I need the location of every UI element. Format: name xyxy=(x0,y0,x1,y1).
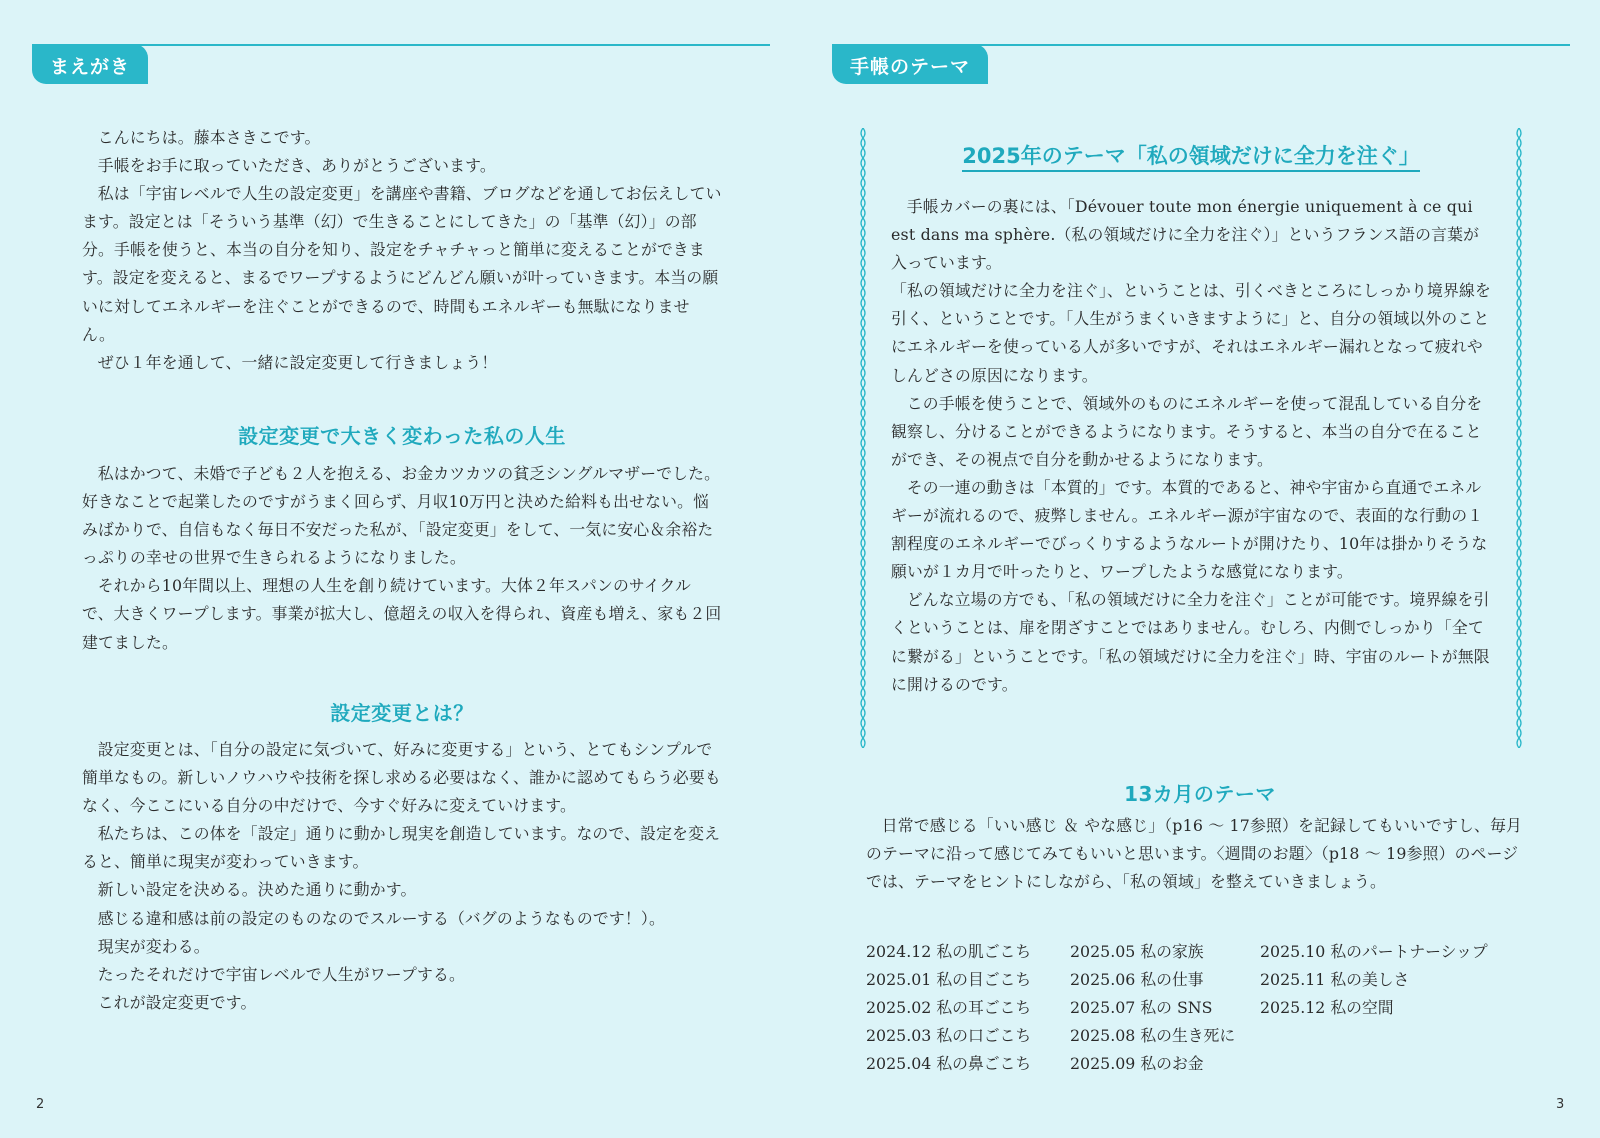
list-item: 2024.12 私の肌ごこち xyxy=(866,942,1032,961)
section1-paragraph: それから10年間以上、理想の人生を創り続けています。大体２年スパンのサイクルで、大きくワープします。事業が拡大し、億超えの収入を得られ、資産も増え、家も２回建てました。 xyxy=(82,576,722,652)
section2-paragraph: 現実が変わる。 xyxy=(97,936,210,956)
list-item: 2025.07 私の SNS xyxy=(1070,998,1213,1018)
monthly-theme-list xyxy=(866,938,1526,1078)
months-paragraph: 日常で感じる「いい感じ ＆ やな感じ」（p16 〜 17参照）を記録してもいいですし、毎月のテーマに沿って感じてみてもいいと思います。〈週間のお題〉（p18 〜 19参照）のページでは、テーマをヒントにしながら、「私の領域」を整えていきましょう。 xyxy=(866,816,1522,892)
theme-title-text: 2025年のテーマ「私の領域だけに全力を注ぐ」 xyxy=(962,144,1419,172)
list-item: 2025.03 私の口ごこち xyxy=(866,1026,1032,1046)
theme-paragraph: 手帳カバーの裏には、「Dévouer toute mon énergie uniquement à ce qui est dans ma sphère.（私の領域だけに全力を注ぐ）」というフランス語の言葉が入っています。 xyxy=(891,197,1480,273)
wavy-border-right xyxy=(1514,128,1524,748)
section2-paragraph: 感じる違和感は前の設定のものなのでスルーする（バグのようなものです！）。 xyxy=(97,908,665,928)
list-item: 2025.02 私の耳ごこち xyxy=(866,998,1032,1018)
theme-paragraph: その一連の動きは「本質的」です。本質的であると、神や宇宙から直通でエネルギーが流れるので、疲弊しません。エネルギー源が宇宙なので、表面的な行動の１割程度のエネルギーでびっくりするようなルートが開けたり、10年は掛かりそうな願いが１カ月で叶ったりと、ワープしたような感覚になります。 xyxy=(891,477,1488,582)
intro-paragraph: ぜひ１年を通して、一緒に設定変更して行きましょう！ xyxy=(97,352,498,372)
list-item: 2025.09 私のお金 xyxy=(1070,1054,1204,1074)
theme-paragraph: 「私の領域だけに全力を注ぐ」、ということは、引くべきところにしっかり境界線を引く、ということです。「人生がうまくいきますように」と、自分の領域以外のことにエネルギーを使っている人が多いですが、それはエネルギー漏れとなって疲れやしんどさの原因になります。 xyxy=(891,281,1491,385)
list-item: 2025.04 私の鼻ごこち xyxy=(866,1054,1032,1074)
theme-paragraph: どんな立場の方でも、「私の領域だけに全力を注ぐ」ことが可能です。境界線を引くということは、扉を閉ざすことではありません。むしろ、内側でしっかり「全てに繋がる」ということです。「私の領域だけに全力を注ぐ」時、宇宙のルートが無限に開けるのです。 xyxy=(891,590,1490,694)
section2-text xyxy=(82,736,722,1017)
section-rule xyxy=(80,44,770,46)
theme-tab: 手帳のテーマ xyxy=(832,44,988,84)
schedule-column xyxy=(866,938,1031,1078)
section-heading: 設定変更で大きく変わった私の人生 xyxy=(238,424,566,448)
section2-paragraph: これが設定変更です。 xyxy=(97,992,257,1012)
page-number: 3 xyxy=(1556,1097,1565,1112)
months-text xyxy=(866,812,1530,896)
intro-paragraph: こんにちは。藤本さきこです。 xyxy=(97,128,321,147)
list-item: 2025.12 私の空間 xyxy=(1260,998,1394,1018)
list-item: 2025.08 私の生き死に xyxy=(1070,1026,1236,1046)
list-item: 2025.01 私の目ごこち xyxy=(866,970,1032,990)
theme-text xyxy=(891,193,1491,699)
list-item: 2025.06 私の仕事 xyxy=(1070,970,1204,990)
section2-paragraph: 新しい設定を決める。決めた通りに動かす。 xyxy=(97,880,417,900)
section2-paragraph: たったそれだけで宇宙レベルで人生がワープする。 xyxy=(97,964,465,984)
list-item: 2025.11 私の美しさ xyxy=(1260,970,1410,990)
schedule-column xyxy=(1260,938,1488,1022)
wavy-border-left xyxy=(858,128,868,748)
theme-box xyxy=(858,128,1524,748)
section2-paragraph: 私たちは、この体を「設定」通りに動かし現実を創造しています。なので、設定を変えると、簡単に現実が変わっていきます。 xyxy=(82,824,721,872)
section2-paragraph: 設定変更とは、「自分の設定に気づいて、好みに変更する」という、とてもシンプルで簡単なもの。新しいノウハウや技術を探し求める必要はなく、誰かに認めてもらう必要もなく、今ここにいる自分の中だけで、今すぐ好みに変えていけます。 xyxy=(82,740,721,816)
intro-paragraph: 私は「宇宙レベルで人生の設定変更」を講座や書籍、ブログなどを通してお伝えしています。設定とは「そういう基準（幻）で生きることにしてきた」の「基準（幻）」の部分。手帳を使うと、本当の自分を知り、設定をチャチャっと簡単に変えることができます。設定を変えると、まるでワープするようにどんどん願いが叶っていきます。本当の願いに対してエネルギーを注ぐことができるので、時間もエネルギーも無駄になりません。 xyxy=(82,184,722,344)
list-item: 2025.05 私の家族 xyxy=(1070,942,1204,961)
section1-text xyxy=(82,460,722,657)
section1-paragraph: 私はかつて、未婚で子ども２人を抱える、お金カツカツの貧乏シングルマザーでした。好きなことで起業したのですがうまく回らず、月収10万円と決めた給料も出せない。悩みばかりで、自信もなく毎日不安だった私が、「設定変更」をして、一気に安心＆余裕たっぷりの幸せの世界で生きられるようになりました。 xyxy=(82,464,721,568)
section-heading: 設定変更とは？ xyxy=(330,701,474,725)
list-item: 2025.10 私のパートナーシップ xyxy=(1260,942,1488,961)
maegaki-tab: まえがき xyxy=(32,44,148,84)
intro-text xyxy=(82,124,722,377)
theme-title xyxy=(858,140,1524,170)
months-heading: 13カ月のテーマ xyxy=(1124,782,1276,806)
right-page xyxy=(800,0,1600,1138)
page-number: 2 xyxy=(36,1097,45,1112)
intro-paragraph: 手帳をお手に取っていただき、ありがとうございます。 xyxy=(97,156,496,176)
theme-paragraph: この手帳を使うことで、領域外のものにエネルギーを使って混乱している自分を観察し、分けることができるようになります。そうすると、本当の自分で在ることができ、その視点で自分を動かせるようになります。 xyxy=(891,393,1483,469)
schedule-column xyxy=(1070,938,1235,1078)
